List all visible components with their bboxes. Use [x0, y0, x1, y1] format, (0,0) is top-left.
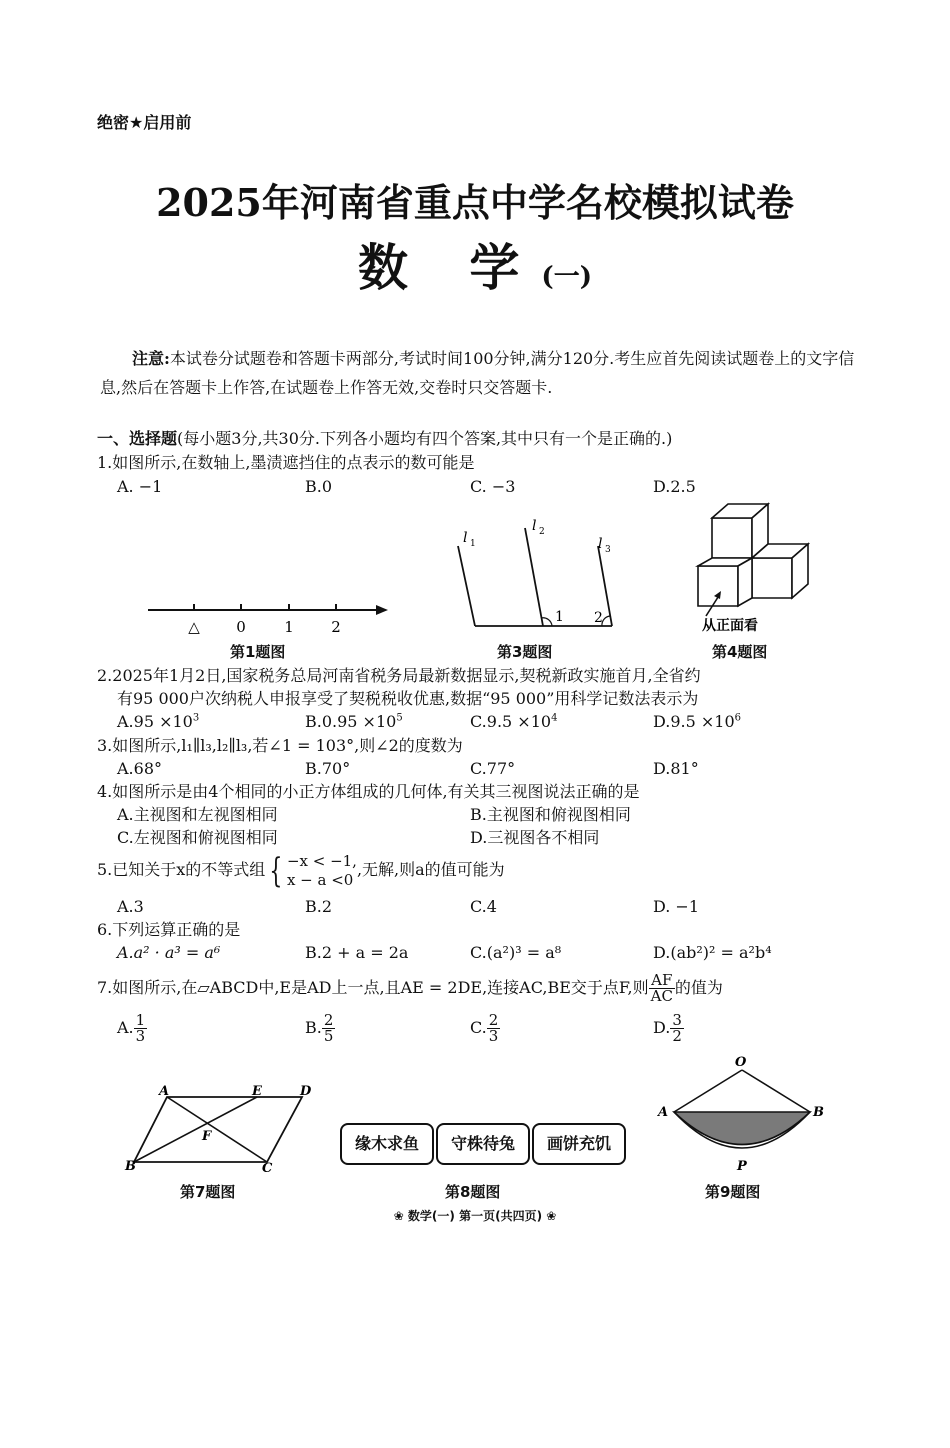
q1-stem: 1.如图所示,在数轴上,墨渍遮挡住的点表示的数可能是	[97, 453, 475, 472]
subject-title	[0, 228, 950, 300]
label-angle-1: 1	[555, 609, 564, 625]
figure-1-caption: 第1题图	[230, 643, 286, 661]
section-desc: (每小题3分,共30分.下列各小题均有四个答案,其中只有一个是正确的.)	[177, 429, 673, 448]
idiom-card-2: 守株待兔	[436, 1123, 530, 1165]
radius-oa	[674, 1070, 742, 1112]
q7-stem	[97, 970, 723, 1006]
secret-mark: 绝密★启用前	[97, 113, 192, 132]
q2-stem-line2: 有95 000户次纳税人申报享受了契税税收优惠,数据“95 000”用科学记数法表示为	[117, 689, 699, 708]
q2-option-b: $B.0.95 \times 10^5$	[305, 712, 403, 731]
figure-7-parallelogram	[122, 1082, 322, 1174]
diagonal-ac	[167, 1097, 267, 1162]
q5-post: ,无解,则a的值可能为	[356, 860, 505, 879]
q6-option-d: D.(ab²)² = a²b⁴	[653, 943, 772, 962]
q1-option-d: D.2.5	[653, 477, 696, 496]
q5-system	[287, 852, 357, 890]
point-c: C	[262, 1161, 273, 1174]
q5-pre: 5.已知关于x的不等式组	[97, 860, 266, 879]
q5-brace: {	[269, 850, 283, 891]
label-l2: l	[532, 518, 537, 534]
q7-option-b: B. $\frac{2}{5}$	[305, 1011, 334, 1045]
label-l2-sub: 2	[539, 527, 545, 537]
figure-4-cubes	[690, 496, 820, 636]
point-d: D	[300, 1084, 312, 1099]
q6-option-b: B.2 + a = 2a	[305, 943, 409, 962]
page-footer: ❀ 数学(一) 第一页(共四页) ❀	[393, 1209, 557, 1223]
q3-option-b: B.70°	[305, 759, 351, 778]
point-e: E	[252, 1084, 262, 1099]
cube-left-front	[698, 566, 738, 606]
tick-0: 0	[236, 618, 246, 636]
line-l2	[525, 528, 543, 626]
point-p: P	[737, 1159, 747, 1174]
q5-option-d: D. −1	[653, 897, 700, 916]
label-l1: l	[463, 530, 468, 546]
q4-option-a: A.主视图和左视图相同	[117, 805, 278, 824]
axis-arrow	[376, 605, 388, 615]
q1-option-c: C. −3	[470, 477, 516, 496]
notice-label: 注意:	[132, 349, 170, 368]
tick-1: 1	[284, 618, 294, 636]
q5-stem	[97, 850, 505, 890]
q1-option-b: B.0	[305, 477, 333, 496]
point-f: F	[202, 1129, 212, 1144]
q7-option-a: A. $\frac{1}{3}$	[117, 1011, 146, 1045]
point-b: B	[125, 1159, 136, 1174]
figure-3-lines	[440, 518, 630, 638]
figure-7-caption: 第7题图	[180, 1183, 236, 1201]
q6-option-a: A.a² · a³ = a⁶	[117, 943, 221, 962]
q5-option-b: B.2	[305, 897, 333, 916]
q2-option-d: $D.9.5 \times 10^6$	[653, 712, 742, 731]
q2-option-c: $C.9.5 \times 10^4$	[470, 712, 558, 731]
q3-stem: 3.如图所示,l₁∥l₃,l₂∥l₃,若∠1 = 103°,则∠2的度数为	[97, 736, 463, 755]
point-a: A	[658, 1105, 669, 1120]
angle-2-arc	[602, 616, 610, 626]
shaded-segment	[674, 1112, 810, 1145]
notice-text: 本试卷分试题卷和答题卡两部分,考试时间100分钟,满分120分.考生应首先阅读试题卷上的文字信息,然后在答题卡上作答,在试题卷上作答无效,交卷时只交答题卡.	[100, 349, 855, 397]
q4-option-b: B.主视图和俯视图相同	[470, 805, 631, 824]
point-b: B	[813, 1105, 824, 1120]
figure-9-caption: 第9题图	[705, 1183, 761, 1201]
q5-option-a: A.3	[117, 897, 144, 916]
q2-option-a: $A.95 \times 10^3$	[117, 712, 200, 731]
figure-9-sector	[652, 1052, 832, 1174]
label-l1-sub: 1	[470, 539, 476, 549]
q7-stem-text: 7.如图所示,在▱ABCD中,E是AD上一点,且AE = 2DE,连接AC,BE交于点F,则	[97, 978, 649, 997]
figure-4-caption: 第4题图	[712, 643, 768, 661]
point-a: A	[159, 1084, 170, 1099]
q4-option-c: C.左视图和俯视图相同	[117, 828, 278, 847]
segment-be	[134, 1097, 257, 1162]
notice	[100, 344, 860, 402]
line-l1	[458, 546, 475, 626]
q7-fraction: $\frac{AF}{AC}$	[650, 971, 673, 1005]
figure-8-caption: 第8题图	[445, 1183, 501, 1201]
q7-option-c: C. $\frac{2}{3}$	[470, 1011, 499, 1045]
cube-top-front	[712, 518, 752, 558]
section-heading	[97, 429, 672, 449]
q1-option-a: A. −1	[117, 477, 163, 496]
exam-title: 2025年河南省重点中学名校模拟试卷	[156, 180, 794, 225]
q4-stem: 4.如图所示是由4个相同的小正方体组成的几何体,有关其三视图说法正确的是	[97, 782, 640, 801]
label-l3-sub: 3	[605, 545, 611, 555]
q3-option-a: A.68°	[117, 759, 162, 778]
q3-option-d: D.81°	[653, 759, 699, 778]
cube-left-side	[738, 558, 752, 606]
q4-option-d: D.三视图各不相同	[470, 828, 600, 847]
section-title: 一、选择题	[97, 429, 178, 448]
tick-ink-blot: △	[188, 618, 200, 636]
q7-option-d: D. $\frac{3}{2}$	[653, 1011, 682, 1045]
q6-stem: 6.下列运算正确的是	[97, 920, 241, 939]
q6-option-c: C.(a²)³ = a⁸	[470, 943, 562, 962]
volume-label: (一)	[541, 262, 593, 292]
idiom-card-1: 缘木求鱼	[340, 1123, 434, 1165]
tick-2: 2	[331, 618, 341, 636]
cube-right-front	[752, 558, 792, 598]
figure-3-caption: 第3题图	[497, 643, 553, 661]
label-l3: l	[598, 536, 603, 552]
q7-tail: 的值为	[674, 978, 723, 997]
q3-option-c: C.77°	[470, 759, 516, 778]
label-angle-2: 2	[594, 610, 603, 626]
subject-name: 数 学	[357, 238, 542, 297]
idiom-card-3: 画饼充饥	[532, 1123, 626, 1165]
point-o: O	[735, 1055, 747, 1070]
radius-ob	[742, 1070, 810, 1112]
q5-ineq-2: x − a <0	[286, 870, 354, 889]
front-view-label: 从正面看	[702, 618, 758, 634]
q5-ineq-1: −x < −1,	[286, 851, 357, 870]
q5-option-c: C.4	[470, 897, 497, 916]
q2-stem-line1: 2.2025年1月2日,国家税务总局河南省税务局最新数据显示,契税新政实施首月,全省约	[97, 666, 701, 685]
